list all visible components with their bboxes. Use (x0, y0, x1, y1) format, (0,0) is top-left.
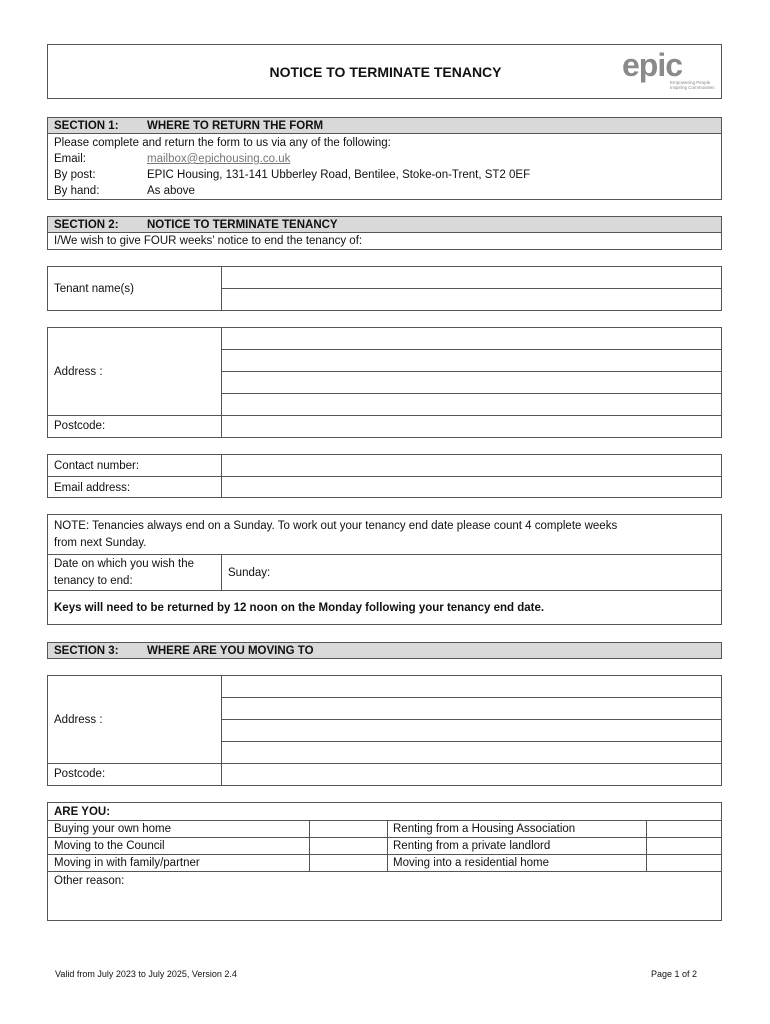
tenant-name-label: Tenant name(s) (54, 283, 134, 295)
option-private-landlord: Renting from a private landlord (393, 840, 551, 852)
hand-label: By hand: (54, 185, 100, 197)
current-address-line-2[interactable] (222, 350, 721, 372)
option-moving-family: Moving in with family/partner (54, 857, 200, 869)
footer-page: Page 1 of 2 (651, 969, 698, 979)
checkbox-moving-family[interactable] (310, 855, 387, 871)
date-label-1: Date on which you wish the (54, 558, 194, 570)
current-address-line-1[interactable] (222, 328, 721, 350)
note-line-2: from next Sunday. (54, 537, 147, 549)
section3-number: SECTION 3: (54, 645, 119, 657)
current-address-line-3[interactable] (222, 372, 721, 394)
keys-note: Keys will need to be returned by 12 noon on the Monday following your tenancy end date. (54, 602, 545, 614)
logo-tagline-2: Inspiring Communities (670, 85, 715, 90)
title-box (47, 44, 722, 99)
section1-number: SECTION 1: (54, 120, 119, 132)
contact-number-label: Contact number: (54, 460, 140, 472)
epic-logo (620, 49, 715, 93)
current-postcode-field[interactable] (222, 416, 721, 437)
option-residential-home: Moving into a residential home (393, 857, 549, 869)
section1-title: WHERE TO RETURN THE FORM (147, 120, 324, 132)
new-address-line-2[interactable] (222, 698, 721, 720)
checkbox-moving-council[interactable] (310, 838, 387, 854)
current-address-label: Address : (54, 366, 103, 378)
current-postcode-label: Postcode: (54, 420, 106, 432)
email-label: Email: (54, 153, 86, 165)
footer-version: Valid from July 2023 to July 2025, Version 2.4 (55, 969, 237, 979)
new-postcode-label: Postcode: (54, 768, 106, 780)
new-postcode-field[interactable] (222, 764, 721, 785)
new-address-line-1[interactable] (222, 676, 721, 698)
tenant-name-field-2[interactable] (222, 289, 721, 310)
section1-header (47, 117, 722, 134)
other-reason-field[interactable] (138, 872, 721, 920)
other-reason-label: Other reason: (54, 875, 125, 887)
option-housing-association: Renting from a Housing Association (393, 823, 576, 835)
post-label: By post: (54, 169, 96, 181)
option-moving-council: Moving to the Council (54, 840, 165, 852)
new-address-label: Address : (54, 714, 103, 726)
email-address-field[interactable] (222, 477, 721, 497)
email-link[interactable]: mailbox@epichousing.co.uk (147, 153, 291, 165)
checkbox-private-landlord[interactable] (647, 838, 721, 854)
email-address-label: Email address: (54, 482, 131, 494)
option-buying-home: Buying your own home (54, 823, 171, 835)
hand-value: As above (147, 185, 195, 197)
section2-number: SECTION 2: (54, 219, 119, 231)
section2-header (47, 216, 722, 233)
section1-intro: Please complete and return the form to us via any of the following: (54, 137, 391, 149)
section2-intro: I/We wish to give FOUR weeks’ notice to end the tenancy of: (54, 235, 363, 247)
checkbox-housing-association[interactable] (647, 821, 721, 837)
new-address-line-4[interactable] (222, 742, 721, 763)
section3-header (47, 642, 722, 659)
logo-tagline-1: Empowering People (670, 80, 711, 85)
tenancy-end-table (47, 514, 722, 625)
note-line-1: NOTE: Tenancies always end on a Sunday. To work out your tenancy end date please count 4 complete weeks (54, 520, 618, 532)
tenant-name-table (47, 266, 722, 311)
section3-title: WHERE ARE YOU MOVING TO (147, 645, 314, 657)
date-label-2: tenancy to end: (54, 575, 133, 587)
current-address-table (47, 327, 722, 438)
new-address-line-3[interactable] (222, 720, 721, 742)
contact-number-field[interactable] (222, 455, 721, 476)
sunday-label: Sunday: (228, 567, 271, 579)
contact-table (47, 454, 722, 498)
checkbox-residential-home[interactable] (647, 855, 721, 871)
section1-body (47, 133, 722, 200)
checkbox-buying-home[interactable] (310, 821, 387, 837)
post-value: EPIC Housing, 131-141 Ubberley Road, Bentilee, Stoke-on-Trent, ST2 0EF (147, 169, 531, 181)
are-you-table (47, 802, 722, 921)
current-address-line-4[interactable] (222, 394, 721, 415)
are-you-heading: ARE YOU: (54, 806, 111, 818)
page-title: NOTICE TO TERMINATE TENANCY (269, 64, 502, 80)
logo-text: epic (622, 47, 683, 83)
section2-intro-box (47, 232, 722, 250)
section2-title: NOTICE TO TERMINATE TENANCY (147, 219, 338, 231)
new-address-table (47, 675, 722, 786)
tenant-name-field-1[interactable] (222, 267, 721, 289)
tenancy-end-date-field[interactable] (278, 555, 718, 589)
